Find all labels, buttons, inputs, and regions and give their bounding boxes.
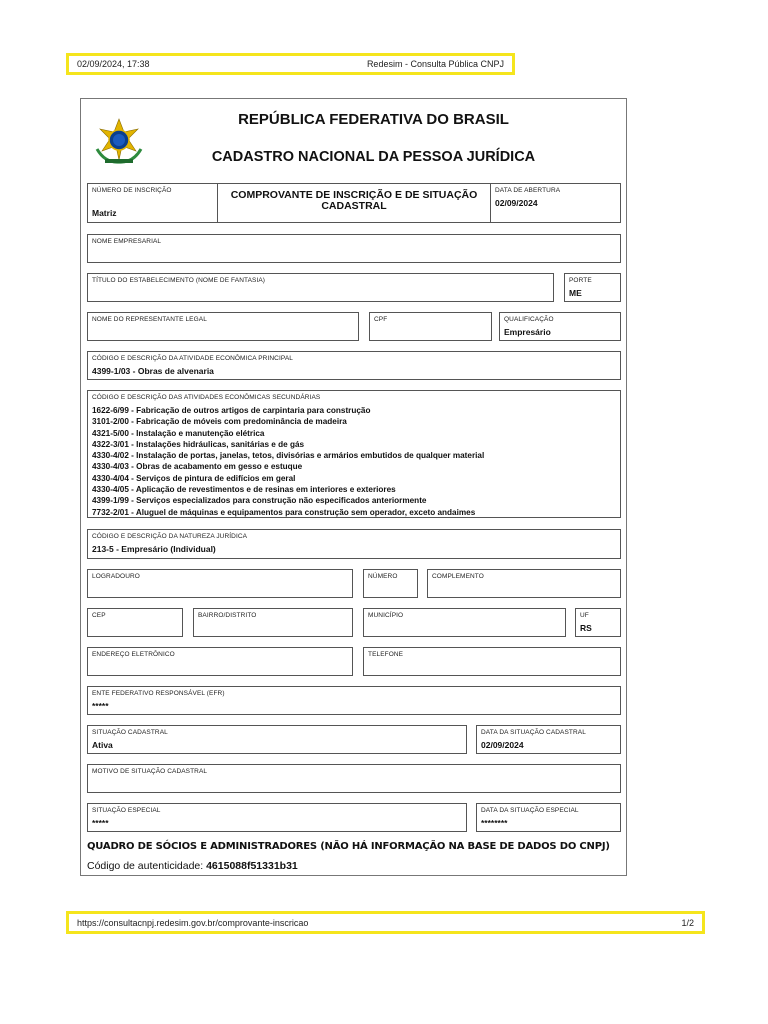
list-item: 4330-4/02 - Instalação de portas, janelas, tetos, divisórias e armários embutidos de qualquer material [92, 451, 485, 461]
situacao-especial-value: ***** [92, 818, 109, 828]
field-endereco-eletronico: ENDEREÇO ELETRÔNICO [87, 647, 353, 676]
print-page-number: 1/2 [681, 917, 694, 928]
field-situacao-especial: SITUAÇÃO ESPECIAL ***** [87, 803, 467, 832]
natureza-juridica-value: 213-5 - Empresário (Individual) [92, 544, 216, 554]
field-nome-empresarial: NOME EMPRESARIAL [87, 234, 621, 263]
data-situacao-cadastral-value: 02/09/2024 [481, 740, 524, 750]
data-abertura-value: 02/09/2024 [495, 198, 538, 208]
uf-value: RS [580, 623, 592, 633]
porte-value: ME [569, 288, 582, 298]
field-porte: PORTE ME [564, 273, 621, 302]
qualificacao-value: Empresário [504, 327, 551, 337]
field-logradouro: LOGRADOURO [87, 569, 353, 598]
autenticidade-code: 4615088f51331b31 [206, 860, 298, 872]
socios-title: QUADRO DE SÓCIOS E ADMINISTRADORES (NÃO HÁ INFORMAÇÃO NA BASE DE DADOS DO CNPJ) [87, 841, 610, 852]
print-datetime: 02/09/2024, 17:38 [77, 59, 150, 69]
comprovante-title: COMPROVANTE DE INSCRIÇÃO E DE SITUAÇÃO CADASTRAL [230, 189, 478, 212]
print-page-title: Redesim - Consulta Pública CNPJ [366, 59, 504, 69]
atividades-secundarias-list [92, 405, 616, 518]
field-telefone: TELEFONE [363, 647, 621, 676]
browser-print-footer [66, 911, 705, 934]
field-qualificacao: QUALIFICAÇÃO Empresário [499, 312, 621, 341]
list-item: 4330-4/05 - Aplicação de revestimentos e de resinas em interiores e exteriores [92, 485, 396, 495]
field-motivo-situacao: MOTIVO DE SITUAÇÃO CADASTRAL [87, 764, 621, 793]
header-republic: REPÚBLICA FEDERATIVA DO BRASIL [238, 111, 509, 128]
list-item: 1622-6/99 - Fabricação de outros artigos de carpintaria para construção [92, 406, 371, 415]
efr-value: ***** [92, 701, 109, 711]
field-data-abertura: DATA DE ABERTURA 02/09/2024 [490, 183, 621, 223]
list-item: 4321-5/00 - Instalação e manutenção elétrica [92, 428, 265, 438]
browser-print-header [66, 53, 515, 75]
field-natureza-juridica: CÓDIGO E DESCRIÇÃO DA NATUREZA JURÍDICA 213-5 - Empresário (Individual) [87, 529, 621, 559]
list-item: 4322-3/01 - Instalações hidráulicas, sanitárias e de gás [92, 439, 305, 449]
field-complemento: COMPLEMENTO [427, 569, 621, 598]
field-bairro: BAIRRO/DISTRITO [193, 608, 353, 637]
field-cpf: CPF [369, 312, 492, 341]
field-municipio: MUNICÍPIO [363, 608, 566, 637]
autenticidade-line [87, 860, 298, 872]
situacao-cadastral-value: Ativa [92, 740, 113, 750]
field-cep: CEP [87, 608, 183, 637]
autenticidade-label: Código de autenticidade: [87, 860, 207, 872]
list-item: 4399-1/99 - Serviços especializados para construção não especificados anteriormente [92, 496, 427, 506]
field-titulo-estabelecimento: TÍTULO DO ESTABELECIMENTO (NOME DE FANTASIA) [87, 273, 554, 302]
field-atividade-principal: CÓDIGO E DESCRIÇÃO DA ATIVIDADE ECONÔMICA PRINCIPAL 4399-1/03 - Obras de alvenaria [87, 351, 621, 380]
list-item: 4330-4/04 - Serviços de pintura de edifícios em geral [92, 473, 296, 483]
header-cadastro: CADASTRO NACIONAL DA PESSOA JURÍDICA [211, 149, 536, 165]
list-item: 3101-2/00 - Fabricação de móveis com predominância de madeira [92, 417, 347, 427]
atividade-principal-value: 4399-1/03 - Obras de alvenaria [92, 366, 214, 376]
list-item: 7732-2/01 - Aluguel de máquinas e equipamentos para construção sem operador, exceto andaimes [92, 507, 476, 517]
field-uf: UF RS [575, 608, 621, 637]
cnpj-document [80, 98, 627, 876]
print-url: https://consultacnpj.redesim.gov.br/comprovante-inscricao [77, 917, 309, 928]
comprovante-title-box [217, 183, 491, 223]
numero-inscricao-value: Matriz [92, 208, 117, 218]
field-situacao-cadastral: SITUAÇÃO CADASTRAL Ativa [87, 725, 467, 754]
field-data-situacao-especial: DATA DA SITUAÇÃO ESPECIAL ******** [476, 803, 621, 832]
field-efr: ENTE FEDERATIVO RESPONSÁVEL (EFR) ***** [87, 686, 621, 715]
field-numero: NÚMERO [363, 569, 418, 598]
list-item: 4330-4/03 - Obras de acabamento em gesso e estuque [92, 462, 303, 472]
field-numero-inscricao: NÚMERO DE INSCRIÇÃO Matriz [87, 183, 218, 223]
field-representante-legal: NOME DO REPRESENTANTE LEGAL [87, 312, 359, 341]
field-atividades-secundarias: CÓDIGO E DESCRIÇÃO DAS ATIVIDADES ECONÔMICAS SECUNDÁRIAS 1622-6/99 - Fabricação de outros artigos de carpintaria para construção 3101-2/00 - Fabricação de móveis com predominância de madeira 4321-5/00 - Instalação e manutenção elétrica 4322-3/01 - Instalações hidráulicas, sanitárias e de gás 4330-4/02 - Instalação de portas, janelas, tetos, divisórias e armários embutidos de qualquer material 4330-4/03 - Obras de acabamento em gesso e estuque 4330-4/04 - Serviços de pintura de edifícios em geral 4330-4/05 - Aplicação de revestimentos e de resinas em interiores e exteriores 4399-1/99 - Serviços especializados para construção não especificados anteriormente 7732-2/01 - Aluguel de máquinas e equipamentos para construção sem operador, exceto andaimes [87, 390, 621, 518]
data-situacao-especial-value: ******** [481, 818, 508, 828]
field-data-situacao-cadastral: DATA DA SITUAÇÃO CADASTRAL 02/09/2024 [476, 725, 621, 754]
